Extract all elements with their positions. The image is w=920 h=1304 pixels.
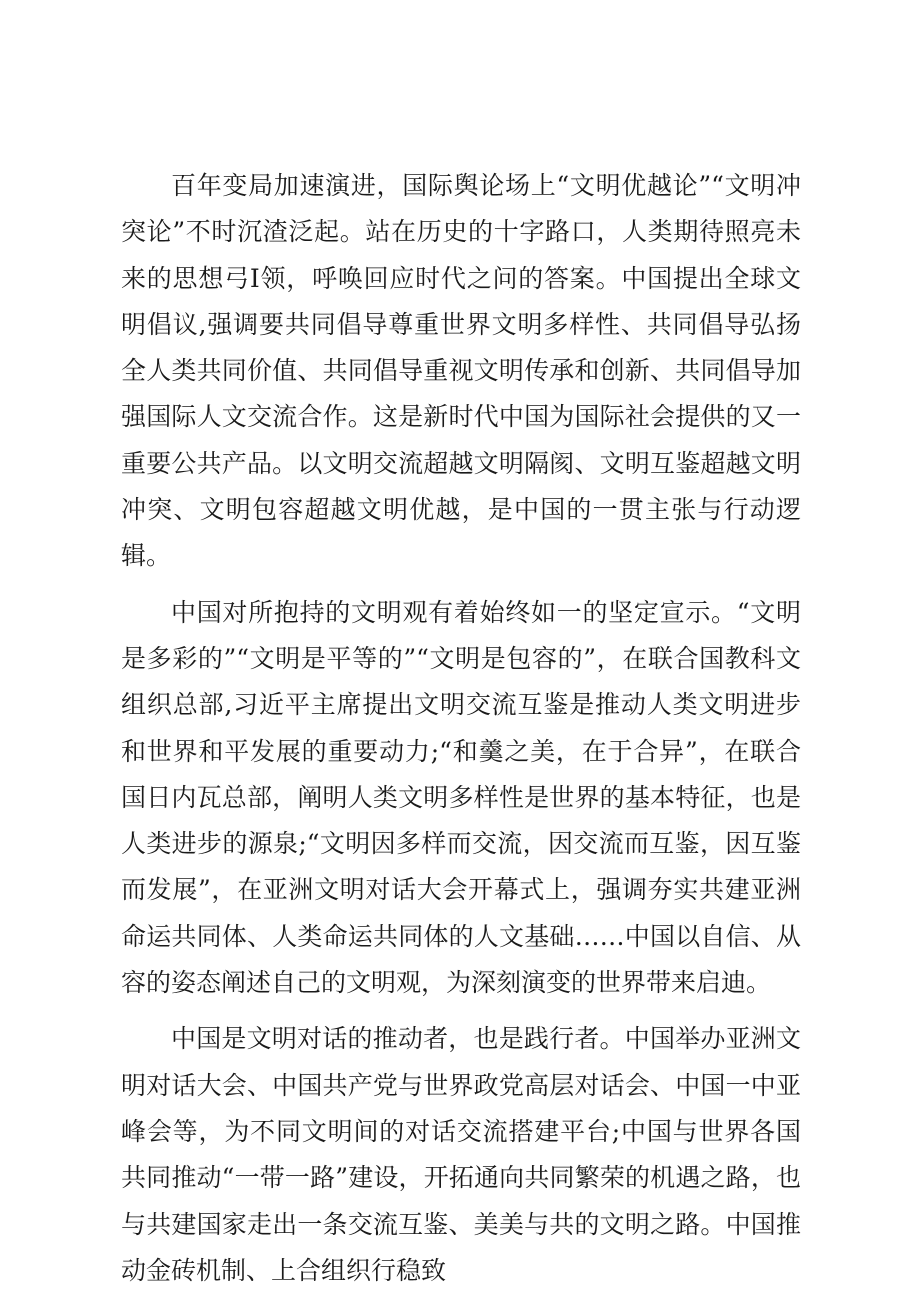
paragraph-2: 中国对所抱持的文明观有着始终如一的坚定宣示。“文明是多彩的”“文明是平等的”“文明是包容的”，在联合国教科文组织总部,习近平主席提出文明交流互鉴是推动人类文明进步和世界和平发展的重要动力;“和羹之美，在于合异”，在联合国日内瓦总部，阐明人类文明多样性是世界的基本特征，也是人类进步的源泉;“文明因多样而交流，因交流而互鉴，因互鉴而发展”，在亚洲文明对话大会开幕式上，强调夯实共建亚洲命运共同体、人类命运共同体的人文基础……中国以自信、从容的姿态阐述自己的文明观，为深刻演变的世界带来启迪。 xyxy=(121,597,801,998)
paragraph-1: 百年变局加速演进，国际舆论场上“文明优越论”“文明冲突论”不时沉渣泛起。站在历史的十字路口，人类期待照亮未来的思想弓I领，呼唤回应时代之问的答案。中国提出全球文明倡议,强调要共同倡导尊重世界文明多样性、共同倡导弘扬全人类共同价值、共同倡导重视文明传承和创新、共同倡导加强国际人文交流合作。这是新时代中国为国际社会提供的又一重要公共产品。以文明交流超越文明隔阂、文明互鉴超越文明冲突、文明包容超越文明优越，是中国的一贯主张与行动逻辑。 xyxy=(121,171,801,571)
paragraph-3: 中国是文明对话的推动者，也是践行者。中国举办亚洲文明对话大会、中国共产党与世界政党高层对话会、中国一中亚峰会等，为不同文明间的对话交流搭建平台;中国与世界各国共同推动“一带一路”建设，开拓通向共同繁荣的机遇之路，也与共建国家走出一条交流互鉴、美美与共的文明之路。中国推动金砖机制、上合组织行稳致 xyxy=(121,1024,801,1285)
article-body xyxy=(121,163,801,1304)
